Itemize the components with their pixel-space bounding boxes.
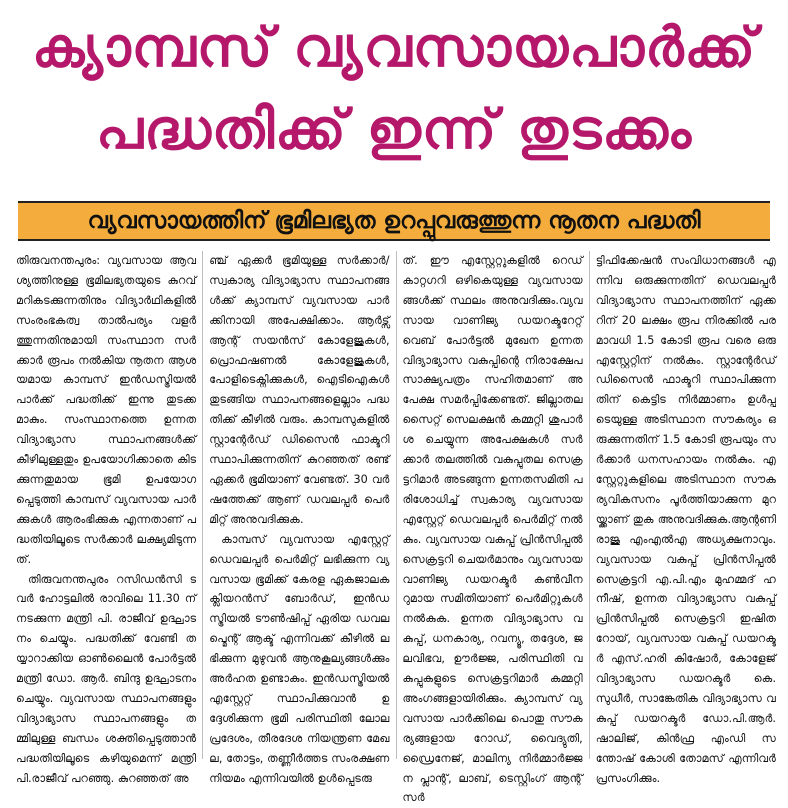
subheadline-bar (18, 201, 770, 241)
article-paragraph: ട്ടിഫിക്കേഷൻ സംവിധാനങ്ങൾ എന്നിവ ഒരുക്കുന്നതിന് ഡെവലപ്പർ വിദ്യാഭ്യാസ സ്ഥാപനത്തിന് ഏക്കറിന് 20 ലക്ഷം രൂപ നിരക്കിൽ പരമാവധി 1.5 കോടി രൂപ വരെ ഒരു എസ്റ്റേറ്റിന് നൽകും. സ്റ്റാന്റേർഡ് ഡിസൈൻ ഫാക്ടറി സ്ഥാപിക്കുന്നതിന് കെട്ടിട നിർമ്മാണം ഉൾപ്പടെയുള്ള അടിസ്ഥാന സൗകര്യം ഒരുക്കുന്നതിന് 1.5 കോടി രൂപയും സർക്കാർ ധനസഹായം നൽകും. എസ്റ്റേറ്റുകളിലെ അടിസ്ഥാന സൗകര്യവികസനം പൂർത്തിയാക്കുന്ന മുറയ്ക്കാണ് തുക അനുവദിക്കുക.ആന്റണി രാജു എംഎൽഎ അധ്യക്ഷനാവും. വ്യവസായ വകുപ്പ് പ്രിൻസിപ്പൽ സെക്രട്ടറി എ.പി.എം മുഹമ്മദ് ഹനീഷ്, ഉന്നത വിദ്യാഭ്യാസ വകുപ്പ് പ്രിൻസിപ്പൽ സെക്രട്ടറി ഇഷിത റോയ്, വ്യവസായ വകുപ്പ് ഡയറക്ടർ എസ്.ഹരി കിഷോർ, കോളേജ് വിദ്യാഭ്യാസ ഡയറക്ടർ കെ. സുധീർ, സാങ്കേതിക വിദ്യാഭ്യാസ വകുപ്പ് ഡയറക്ടർ ഡോ.പി.ആർ. ഷാലിജ്, കിൻഫ്ര എംഡി സന്തോഷ് കോശി തോമസ് എന്നിവർ പ്രസംഗിക്കും. (595, 254, 776, 785)
article-column-1 (10, 251, 203, 785)
article-paragraph: തിരുവനന്തപുരം റസിഡൻസി ടവർ ഹോട്ടലിൽ രാവിലെ 11.30 ന് നടക്കുന്ന മന്ത്രി പി. രാജീവ് ഉദ്ഘാടനം ചെയ്യും. പദ്ധതിക്ക് വേണ്ടി തയ്യാറാക്കിയ ഓൺലൈൻ പോർട്ടൽ മന്ത്രി ഡോ. ആർ. ബിന്ദു ഉദ്ഘാടനം ചെയ്യും. വ്യവസായ സ്ഥാപനങ്ങളും വിദ്യാഭ്യാസ സ്ഥാപനങ്ങളും തമ്മിലുള്ള ബന്ധം ശക്തിപ്പെടുത്താൻ പദ്ധതിയിലൂടെ കഴിയുമെന്ന് മന്ത്രി പി.രാജീവ് പറഞ്ഞു. കുറഞ്ഞത് അ (16, 572, 197, 785)
article-column-2 (203, 251, 396, 785)
article-paragraph: തിരുവനന്തപുരം: വ്യവസായ ആവശ്യത്തിനുള്ള ഭൂമിലഭ്യതയുടെ കുറവ് മറികടക്കുന്നതിനും വിദ്യാർഥികളിൽ സംരംഭകത്വ താൽപര്യം വളർത്തുന്നതിനുമായി സംസ്ഥാന സർക്കാർ രൂപം നൽകിയ നൂതന ആശയമായ കാമ്പസ് ഇൻഡസ്ട്രിയൽ പാർക്ക് പദ്ധതിക്ക് ഇന്നു തുടക്കമാകും. സംസ്ഥാനത്തെ ഉന്നത വിദ്യാഭ്യാസ സ്ഥാപനങ്ങൾക്ക് കീഴിലുള്ളതും ഉപയോഗിക്കാതെ കിടക്കുന്നതുമായ ഭൂമി ഉപയോഗപ്പെടുത്തി കാമ്പസ് വ്യവസായ പാർക്കുകൾ ആരംഭിക്കുക എന്നതാണ് പദ്ധതിയിലൂടെ സർക്കാർ ലക്ഷ്യമിടുന്നത്. (16, 254, 197, 566)
headline-line-1: ക്യാമ്പസ് വ്യവസായപാർക്ക് (31, 15, 757, 79)
subheadline: വ്യവസായത്തിന് ഭൂമിലഭ്യത ഉറപ്പുവരുത്തുന്ന നൂതന പദ്ധതി (87, 208, 701, 234)
article-paragraph: കാമ്പസ് വ്യവസായ എസ്റ്റേറ്റ് ഡെവലപ്പർ പെർമിറ്റ് ലഭിക്കുന്ന വ്യവസായ ഭൂമിക്ക് കേരള ഏകജാലക ക്ലിയറൻസ് ബോർഡ്, ഇൻഡസ്ട്രിയൽ ടൗൺഷിപ്പ് ഏരിയ ഡവലപ്മെന്റ് ആക്ട് എന്നിവക്ക് കീഴിൽ ലഭിക്കുന്ന മുഴുവൻ ആനുകൂല്യങ്ങൾക്കും അർഹത ഉണ്ടാകും. ഇൻഡസ്ട്രിയൽ എസ്റ്റേറ്റ് സ്ഥാപിക്കുവാൻ ഉദ്ദേശിക്കുന്ന ഭൂമി പരിസ്ഥിതി ലോല പ്രദേശം, തീരദേശ നിയന്ത്രണ മേഖല, തോട്ടം, തണ്ണീർത്തട സംരക്ഷണ നിയമം എന്നിവയിൽ ഉൾപ്പെടരു (209, 532, 390, 785)
article-column-4 (590, 251, 782, 785)
headline (0, 6, 788, 170)
article-paragraph: ഞ്ച് ഏക്കർ ഭൂമിയുള്ള സർക്കാർ/ സ്വകാര്യ വിദ്യാഭ്യാസ സ്ഥാപനങ്ങൾക്ക് ക്യാമ്പസ് വ്യവസായ പാർക്കിനായി അപേക്ഷിക്കാം. ആർട്സ് ആന്റ് സയൻസ് കോളേജുകൾ, പ്രൊഫഷണൽ കോളേജുകൾ, പോളിടെക്നിക്കുകൾ, ഐടിഐകൾ തുടങ്ങിയ സ്ഥാപനങ്ങളെല്ലാം പദ്ധതിക്ക് കീഴിൽ വരും. കാമ്പസുകളിൽ സ്റ്റാന്റേർഡ് ഡിസൈൻ ഫാക്ടറി സ്ഥാപിക്കുന്നതിന് കുറഞ്ഞത് രണ്ട് ഏക്കർ ഭൂമിയാണ് വേണ്ടത്. 30 വർഷത്തേക്ക് ആണ് ഡവലപ്പർ പെർമിറ്റ് അനുവദിക്കുക. (209, 254, 390, 526)
headline-line-2: പദ്ധതിക്ക് ഇന്ന് തുടക്കം (95, 97, 693, 161)
article-body (10, 251, 782, 805)
article-column-3 (397, 251, 590, 805)
article-paragraph: ത്. ഈ എസ്റ്റേറ്റുകളിൽ റെഡ് കാറ്റഗറി ഒഴികെയുള്ള വ്യവസായങ്ങൾക്ക് സ്ഥലം അനുവദിക്കും.വ്യവസായ വാണിജ്യ ഡയറക്ടറേറ്റ് വെബ് പോർട്ടൽ മുഖേന ഉന്നത വിദ്യാഭ്യാസ വകുപ്പിന്റെ നിരാക്ഷേപ സാക്ഷ്യപത്രം സഹിതമാണ് അപേക്ഷ സമർപ്പിക്കേണ്ടത്. ജില്ലാതല സൈറ്റ് സെലക്ഷൻ കമ്മറ്റി ശുപാർശ ചെയ്യുന്ന അപേക്ഷകൾ സർക്കാർ തലത്തിൽ വകുപ്പുതല സെക്രട്ടറിമാർ അടങ്ങുന്ന ഉന്നതസമിതി പരിശോധിച്ച് സ്വകാര്യ വ്യവസായ എസ്റ്റേറ്റ് ഡെവലപ്പർ പെർമിറ്റ് നൽകും. വ്യവസായ വകുപ്പ് പ്രിൻസിപ്പൽ സെക്രട്ടറി ചെയർമാനും വ്യവസായ വാണിജ്യ ഡയറക്ടർ കൺവീനറുമായ സമിതിയാണ് പെർമിറ്റുകൾ നൽകുക. ഉന്നത വിദ്യാഭ്യാസ വകുപ്പ്, ധനകാര്യ, റവന്യൂ, തദ്ദേശ, ജലവിഭവ, ഊർജ്ജ, പരിസ്ഥിതി വകുപ്പുകളുടെ സെക്രട്ടറിമാർ കമ്മറ്റി അംഗങ്ങളായിരിക്കും. ക്യാമ്പസ് വ്യവസായ പാർക്കിലെ പൊതു സൗകര്യങ്ങളായ റോഡ്, വൈദ്യുതി, ഡ്രൈനേജ്, മാലിന്യ നിർമ്മാർജ്ജന പ്ലാന്റ്, ലാബ്, ടെസ്റ്റിംഗ് ആന്റ് സർ (402, 254, 583, 805)
